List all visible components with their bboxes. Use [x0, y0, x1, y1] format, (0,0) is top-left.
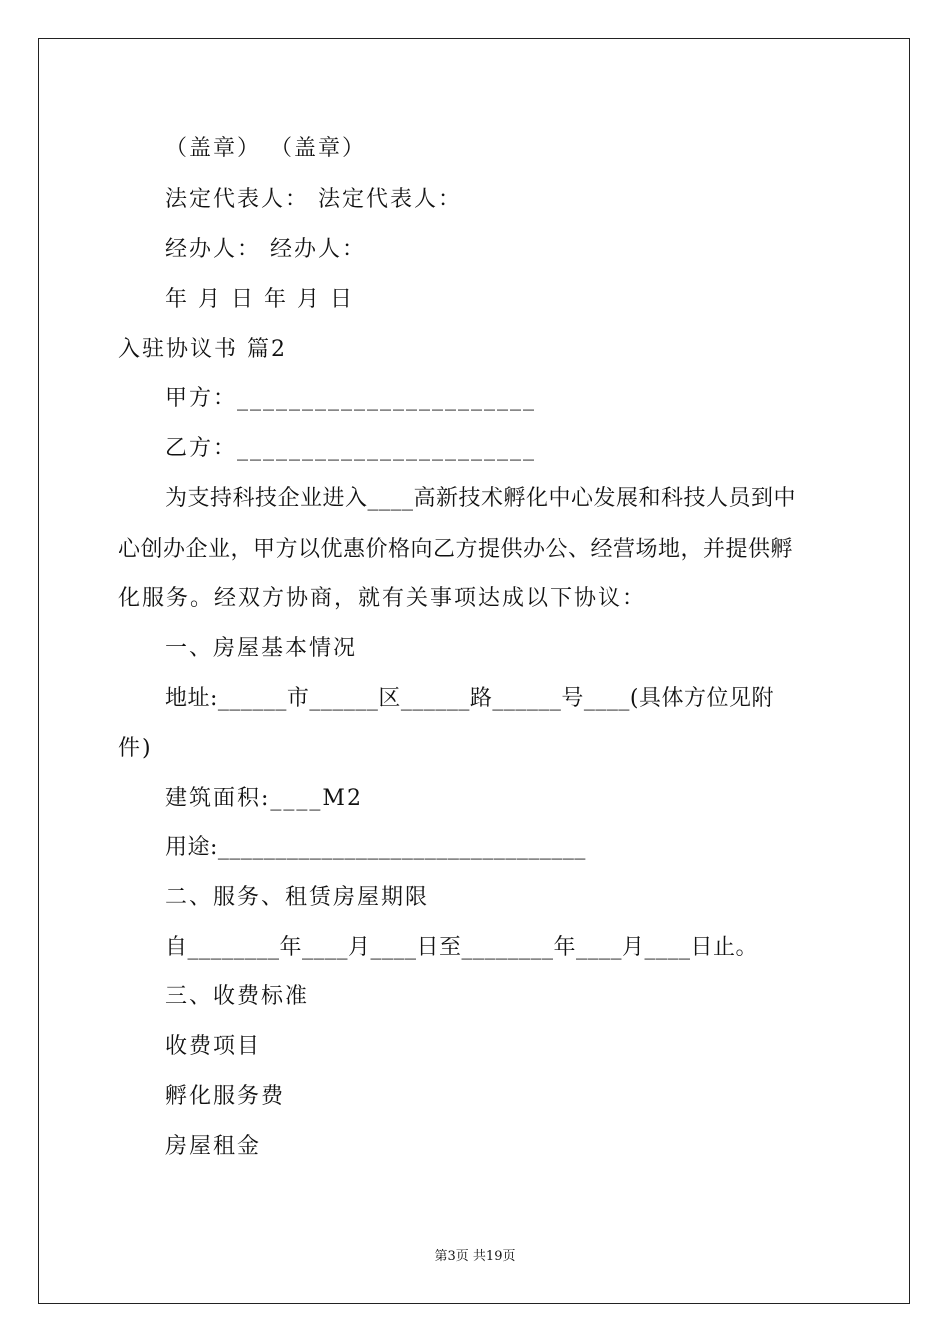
intro-paragraph-line-2: 心创办企业，甲方以优惠价格向乙方提供办公、经营场地，并提供孵 [118, 537, 794, 562]
usage-line: 用途:________________________________ [165, 835, 586, 860]
floor-area-line: 建筑面积:____M2 [165, 786, 363, 811]
page-footer: 第3页 共19页 [434, 1249, 516, 1264]
address-line: 地址:______市______区______路______号____(具体方位见附 [165, 686, 774, 711]
section-heading: 入驻协议书 篇2 [118, 337, 287, 362]
intro-paragraph-line-1: 为支持科技企业进入____高新技术孵化中心发展和科技人员到中 [165, 486, 797, 511]
incubation-fee-line: 孵化服务费 [165, 1084, 286, 1109]
party-b-line: 乙方：_______________________ [165, 436, 537, 461]
intro-paragraph-line-3: 化服务。经双方协商，就有关事项达成以下协议： [118, 586, 647, 611]
date-line: 年 月 日 年 月 日 [165, 287, 354, 312]
clause-2-heading: 二、服务、租赁房屋期限 [165, 885, 430, 910]
term-line: 自________年____月____日至________年____月____日止。 [165, 935, 759, 960]
agent-line: 经办人： 经办人： [165, 237, 366, 262]
fee-items-line: 收费项目 [165, 1034, 262, 1059]
rent-line: 房屋租金 [165, 1134, 262, 1159]
clause-1-heading: 一、房屋基本情况 [165, 636, 358, 661]
address-line-cont: 件) [118, 736, 153, 761]
legal-rep-line: 法定代表人： 法定代表人： [165, 187, 462, 212]
party-a-line: 甲方：_______________________ [165, 386, 537, 411]
page-border [38, 38, 910, 1304]
clause-3-heading: 三、收费标准 [165, 984, 310, 1009]
seal-line: （盖章） （盖章） [165, 136, 366, 161]
